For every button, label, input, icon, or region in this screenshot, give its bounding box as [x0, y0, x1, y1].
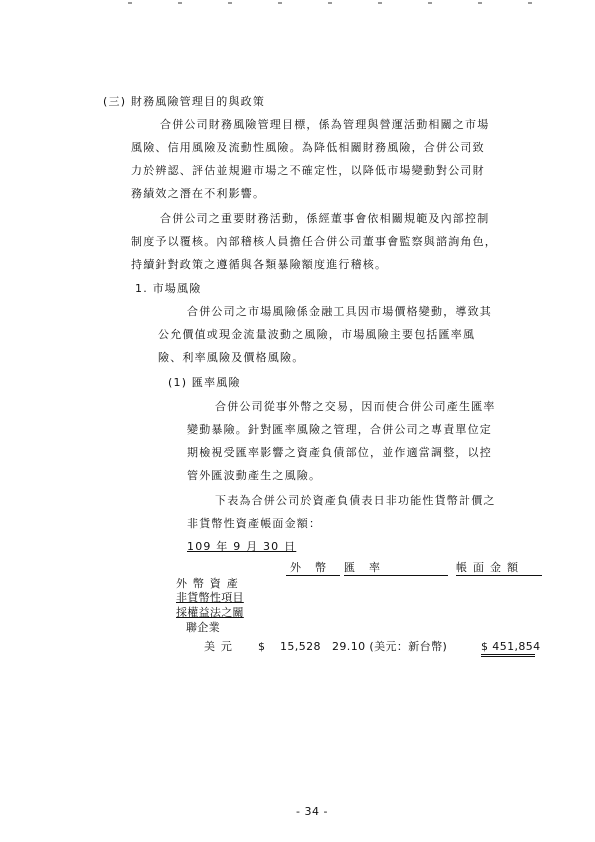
sub1-para2-line1: 下表為合併公司於資產負債表日非功能性貨幣計價之	[215, 494, 496, 507]
book-value-double-rule-1	[481, 654, 535, 655]
para2-line3: 持續針對政策之遵循與各類暴險額度進行稽核。	[131, 258, 388, 271]
header-exchange-rate: 匯率	[344, 561, 394, 574]
section-title: (三) 財務風險管理目的與政策	[103, 95, 266, 108]
label-associates: 聯企業	[186, 621, 220, 634]
item1-title: 1. 市場風險	[135, 282, 202, 295]
page-number: - 34 -	[296, 805, 328, 818]
para2-line1: 合併公司之重要財務活動，係經董事會依相關規範及內部控制	[160, 212, 490, 225]
header-book-value: 帳面金額	[456, 561, 524, 574]
header-book-rule	[456, 575, 542, 576]
para2-line2: 制度予以覆核。內部稽核人員擔任合併公司董事會監察與諮詢角色，	[131, 235, 497, 248]
row-dollar-sign: $	[258, 640, 267, 653]
item1-line1: 合併公司之市場風險係金融工具因市場價格變動，導致其	[187, 305, 492, 318]
item1-line2: 公允價值或現金流量波動之風險，市場風險主要包括匯率風	[158, 328, 476, 341]
sub1-para2-line2: 非貨幣性資產帳面金額：	[187, 517, 322, 530]
sub1-line3: 期檢視受匯率影響之資產負債部位，並作適當調整，以控	[187, 446, 492, 459]
para1-line3: 力於辨認、評估並規避市場之不確定性，以降低市場變動對公司財	[131, 164, 485, 177]
row-book-value: $ 451,854	[481, 640, 541, 653]
book-value-double-rule-2	[481, 656, 535, 657]
header-foreign-currency: 外幣	[290, 561, 340, 574]
sub1-line1: 合併公司從事外幣之交易，因而使合併公司產生匯率	[215, 400, 496, 413]
label-nonmonetary: 非貨幣性項目	[176, 591, 244, 604]
row-currency: 美 元	[204, 640, 234, 653]
table-date: 109 年 9 月 30 日	[187, 540, 297, 553]
para1-line4: 務績效之潛在不利影響。	[131, 187, 266, 200]
para1-line2: 風險、信用風險及流動性風險。為降低相關財務風險，合併公司致	[131, 141, 485, 154]
header-fx-rule	[344, 575, 448, 576]
label-equity-method: 採權益法之關	[176, 606, 244, 619]
row-foreign-amount: 15,528	[280, 640, 321, 653]
label-foreign-assets: 外 幣 資 產	[176, 577, 239, 590]
header-foreign-rule	[286, 575, 340, 576]
sub1-line4: 管外匯波動產生之風險。	[187, 469, 322, 482]
sub1-title: (1) 匯率風險	[168, 376, 241, 389]
item1-line3: 險、利率風險及價格風險。	[158, 351, 305, 364]
para1-line1: 合併公司財務風險管理目標，係為管理與營運活動相關之市場	[160, 118, 490, 131]
sub1-line2: 變動暴險。針對匯率風險之管理，合併公司之專責單位定	[187, 423, 492, 436]
row-exchange-rate: 29.10 (美元：新台幣)	[332, 640, 448, 653]
scan-top-edge-marks	[0, 2, 595, 10]
